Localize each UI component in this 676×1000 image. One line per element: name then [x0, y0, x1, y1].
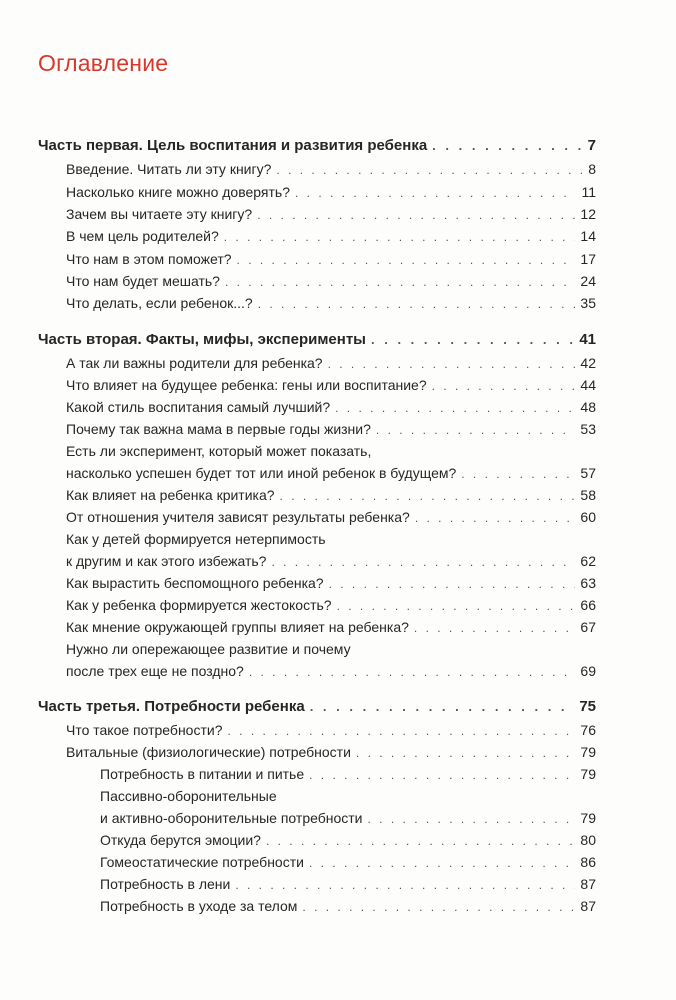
- entry-title: А так ли важны родители для ребенка?: [66, 355, 323, 371]
- entry-title: Потребность в лени: [100, 876, 231, 892]
- page-number: 63: [580, 575, 596, 591]
- entry-title: Витальные (физиологические) потребности: [66, 744, 351, 760]
- toc-entry[interactable]: [66, 663, 596, 680]
- leader-dots: [368, 811, 576, 827]
- page-number: 41: [579, 331, 596, 348]
- leader-dots: [461, 466, 575, 482]
- leader-dots: [328, 356, 576, 372]
- leader-dots: [249, 664, 576, 680]
- entry-title: Что нам будет мешать?: [66, 273, 220, 289]
- leader-dots: [228, 723, 576, 739]
- leader-dots: [310, 699, 575, 715]
- leader-dots: [432, 138, 582, 154]
- toc-entry[interactable]: [66, 161, 596, 178]
- page-number: 14: [580, 228, 596, 244]
- toc-entry[interactable]: [66, 184, 596, 201]
- page-number: 24: [580, 273, 596, 289]
- toc-entry[interactable]: [66, 575, 596, 592]
- page-number: 87: [580, 898, 596, 914]
- toc-entry[interactable]: [66, 421, 596, 438]
- toc-part-heading[interactable]: [38, 699, 596, 715]
- page-number: 35: [580, 295, 596, 311]
- toc-entry[interactable]: [66, 722, 596, 739]
- page-number: 79: [580, 810, 596, 826]
- entry-title: В чем цель родителей?: [66, 228, 219, 244]
- entry-title: Что нам в этом поможет?: [66, 251, 232, 267]
- leader-dots: [432, 378, 576, 394]
- page-number: 66: [580, 597, 596, 613]
- toc-entry[interactable]: [66, 744, 596, 761]
- page-number: 58: [580, 487, 596, 503]
- leader-dots: [309, 767, 575, 783]
- leader-dots: [371, 332, 574, 348]
- entry-title-continuation: насколько успешен будет тот или иной ребенок в будущем?: [66, 465, 457, 481]
- page-number: 75: [579, 698, 596, 715]
- entry-title: Какой стиль воспитания самый лучший?: [66, 399, 331, 415]
- entry-title: Гомеостатические потребности: [100, 854, 304, 870]
- page-number: 76: [580, 722, 596, 738]
- entry-title: Как мнение окружающей группы влияет на ребенка?: [66, 619, 409, 635]
- entry-title: От отношения учителя зависят результаты ребенка?: [66, 509, 410, 525]
- toc-entry-first-line[interactable]: Нужно ли опережающее развитие и почему: [66, 641, 351, 657]
- entry-title: Потребность в уходе за телом: [100, 898, 298, 914]
- entry-title-continuation: и активно-оборонительные потребности: [100, 810, 363, 826]
- toc-entry[interactable]: [66, 273, 596, 290]
- leader-dots: [235, 877, 575, 893]
- toc-entry[interactable]: [66, 377, 596, 394]
- page-number: 80: [580, 832, 596, 848]
- page-number: 42: [580, 355, 596, 371]
- page-number: 79: [580, 744, 596, 760]
- toc-entry[interactable]: [66, 597, 596, 614]
- entry-title: Часть вторая. Факты, мифы, эксперименты: [38, 331, 366, 348]
- page-number: 7: [587, 137, 596, 154]
- toc-subentry[interactable]: [100, 898, 596, 915]
- leader-dots: [309, 855, 575, 871]
- entry-title: Потребность в питании и питье: [100, 766, 305, 782]
- leader-dots: [337, 598, 576, 614]
- page-number: 8: [588, 161, 596, 177]
- page-title: Оглавление: [38, 50, 169, 76]
- toc-entry[interactable]: [66, 465, 596, 482]
- toc-entry[interactable]: [66, 251, 596, 268]
- page-number: 87: [580, 876, 596, 892]
- toc-entry[interactable]: [66, 487, 596, 504]
- leader-dots: [415, 510, 576, 526]
- leader-dots: [271, 554, 575, 570]
- toc-subentry[interactable]: [100, 810, 596, 827]
- leader-dots: [329, 576, 576, 592]
- page-number: 69: [580, 663, 596, 679]
- toc-subentry[interactable]: [100, 854, 596, 871]
- entry-title: Насколько книге можно доверять?: [66, 184, 290, 200]
- entry-title: Что влияет на будущее ребенка: гены или воспитание?: [66, 377, 427, 393]
- entry-title: Что такое потребности?: [66, 722, 223, 738]
- entry-title: Введение. Читать ли эту книгу?: [66, 161, 272, 177]
- leader-dots: [280, 488, 576, 504]
- toc-entry[interactable]: [66, 295, 596, 312]
- entry-title: Что делать, если ребенок...?: [66, 295, 253, 311]
- leader-dots: [302, 899, 575, 915]
- leader-dots: [276, 162, 583, 178]
- page-number: 79: [580, 766, 596, 782]
- toc-subentry-first-line[interactable]: Пассивно-оборонительные: [100, 788, 277, 804]
- leader-dots: [224, 229, 576, 245]
- page-number: 12: [580, 206, 596, 222]
- toc-entry[interactable]: [66, 509, 596, 526]
- entry-title: Почему так важна мама в первые годы жизни?: [66, 421, 371, 437]
- leader-dots: [376, 422, 576, 438]
- entry-title: Часть первая. Цель воспитания и развития ребенка: [38, 137, 428, 154]
- entry-title: Часть третья. Потребности ребенка: [38, 698, 305, 715]
- toc-entry[interactable]: [66, 619, 596, 636]
- page-number: 62: [580, 553, 596, 569]
- entry-title-continuation: после трех еще не поздно?: [66, 663, 244, 679]
- toc-subentry[interactable]: [100, 766, 596, 783]
- leader-dots: [237, 252, 576, 268]
- leader-dots: [266, 833, 575, 849]
- toc-entry[interactable]: [66, 228, 596, 245]
- page-number: 67: [580, 619, 596, 635]
- entry-title: Как у ребенка формируется жестокость?: [66, 597, 332, 613]
- entry-title: Откуда берутся эмоции?: [100, 832, 261, 848]
- leader-dots: [225, 274, 575, 290]
- toc-part-heading[interactable]: [38, 332, 596, 348]
- toc-entry[interactable]: [66, 553, 596, 570]
- page-number: 48: [580, 399, 596, 415]
- leader-dots: [257, 207, 575, 223]
- toc-entry-first-line[interactable]: Есть ли эксперимент, который может показать,: [66, 443, 372, 459]
- entry-title: Зачем вы читаете эту книгу?: [66, 206, 253, 222]
- leader-dots: [335, 400, 575, 416]
- toc-part-heading[interactable]: [38, 138, 596, 154]
- entry-title: Как вырастить беспомощного ребенка?: [66, 575, 324, 591]
- leader-dots: [414, 620, 576, 636]
- entry-title-continuation: к другим и как этого избежать?: [66, 553, 267, 569]
- page-number: 17: [580, 251, 596, 267]
- toc-entry-first-line[interactable]: Как у детей формируется нетерпимость: [66, 531, 326, 547]
- page-number: 44: [580, 377, 596, 393]
- leader-dots: [295, 185, 576, 201]
- entry-title: Как влияет на ребенка критика?: [66, 487, 275, 503]
- toc-entry[interactable]: [66, 355, 596, 372]
- toc-subentry[interactable]: [100, 876, 596, 893]
- page-number: 86: [580, 854, 596, 870]
- page-number: 60: [580, 509, 596, 525]
- toc-entry[interactable]: [66, 399, 596, 416]
- page-number: 53: [580, 421, 596, 437]
- toc-subentry[interactable]: [100, 832, 596, 849]
- toc-entry[interactable]: [66, 206, 596, 223]
- page-number: 57: [580, 465, 596, 481]
- leader-dots: [356, 745, 576, 761]
- leader-dots: [258, 296, 576, 312]
- page-number: 11: [581, 184, 596, 200]
